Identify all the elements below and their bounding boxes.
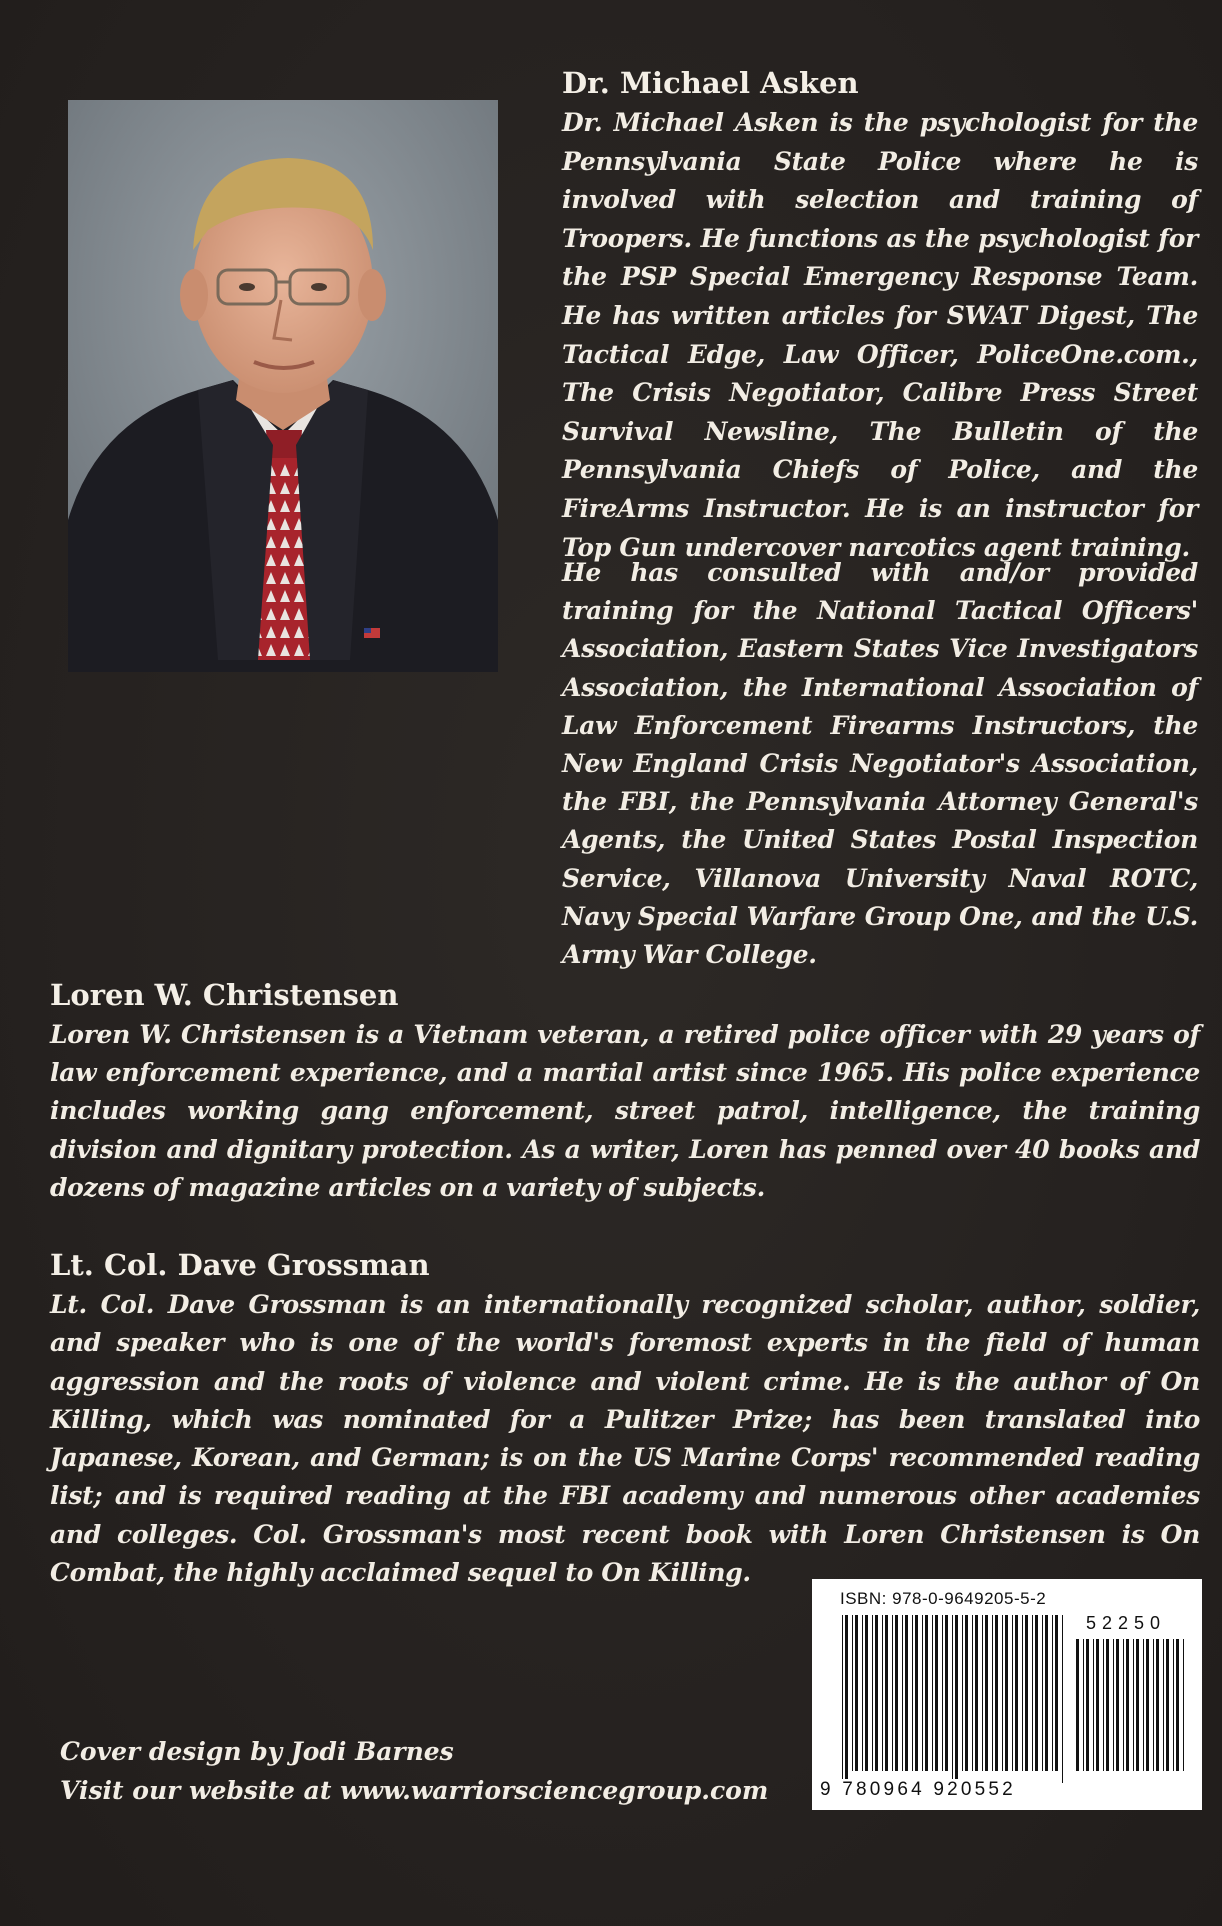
barcode-bar — [1153, 1639, 1154, 1771]
barcode-bar — [842, 1615, 843, 1783]
barcode-bar — [1113, 1639, 1114, 1771]
barcode-bar — [915, 1615, 918, 1771]
barcode-bar — [962, 1615, 963, 1771]
barcode-bar — [1025, 1615, 1028, 1771]
barcode-bar — [1093, 1639, 1094, 1771]
barcode-bar — [985, 1615, 988, 1771]
barcode-bar — [965, 1615, 968, 1771]
barcode-bar — [942, 1615, 943, 1771]
addon-barcode-icon — [1076, 1639, 1186, 1783]
barcode-bar — [1133, 1639, 1134, 1771]
barcode-bar — [1022, 1615, 1023, 1771]
barcode-bar — [892, 1615, 893, 1771]
barcode-bar — [982, 1615, 983, 1771]
barcode-bar — [855, 1615, 858, 1771]
barcode-bar — [1015, 1615, 1018, 1771]
bio-paragraph-asken-2: He has consulted with and/or provided training for the National Tactical Officers' Association, Eastern States Vice Investigators Association, the International Association of Law Enforcement Firearms Instructors, the New England Crisis Negotiator's Association, the FBI, the Pennsylvania Attorney General's Agents, the United States Postal Inspection Service, Villanova University Naval ROTC, Navy Special Warfare Group One, and the U.S. Army War College. — [562, 558, 1198, 970]
barcode-bar — [1062, 1615, 1063, 1783]
isbn-label: ISBN: 978-0-9649205-5-2 — [840, 1589, 1047, 1608]
bio-paragraph-christensen: Loren W. Christensen is a Vietnam veteran, a retired police officer with 29 years of law enforcement experience, and a martial artist since 1965. His police experience includes working gang enforcement, street patrol, intelligence, the training division and dignitary protection. As a writer, Loren has penned over 40 books and dozens of magazine articles on a variety of subjects. — [50, 1020, 1200, 1202]
barcode-bar — [1012, 1615, 1013, 1771]
price-code: 52250 — [1086, 1613, 1167, 1633]
barcode-bar — [1083, 1639, 1084, 1771]
barcode-bar — [1183, 1639, 1184, 1771]
barcode-bar — [1146, 1639, 1149, 1771]
barcode-bar — [1143, 1639, 1144, 1771]
barcode-bar — [1176, 1639, 1179, 1771]
barcode-bar — [865, 1615, 868, 1771]
barcode-bar — [1035, 1615, 1038, 1771]
bio-paragraph-grossman: Lt. Col. Dave Grossman is an internationally recognized scholar, author, soldier, and speaker who is one of the world's foremost experts in the field of human aggression and the roots of violence and violent crime. He is the author of On Killing, which was nominated for a Pulitzer Prize; has been translated into Japanese, Korean, and German; is on the US Marine Corps' recommended reading list; and is required reading at the FBI academy and numerous other academies and colleges. Col. Grossman's most recent book with Loren Christensen is On Combat, the highly acclaimed sequel to On Killing. — [50, 1290, 1200, 1588]
barcode-bar — [1096, 1639, 1099, 1771]
barcode-bar — [1116, 1639, 1119, 1771]
barcode-bar — [932, 1615, 933, 1771]
barcode-bar — [882, 1615, 883, 1771]
barcode-bar — [992, 1615, 993, 1771]
barcode-bar — [862, 1615, 863, 1771]
barcode-bar — [1166, 1639, 1169, 1771]
barcode-bar — [1136, 1639, 1139, 1771]
barcode-bar — [1103, 1639, 1104, 1771]
barcode-bar — [1032, 1615, 1033, 1771]
barcode-bar — [1163, 1639, 1164, 1771]
barcode-bar — [1156, 1639, 1159, 1771]
ean-digits: 9 780964 920552 — [820, 1779, 1016, 1800]
barcode-bar — [1126, 1639, 1129, 1771]
barcode-icon — [842, 1615, 1067, 1783]
barcode-bar — [1076, 1639, 1079, 1771]
barcode-bar — [922, 1615, 923, 1771]
barcode-bar — [952, 1615, 953, 1783]
barcode-bar — [925, 1615, 928, 1771]
barcode-bar — [1002, 1615, 1003, 1771]
barcode-bar — [1055, 1615, 1058, 1771]
barcode-bar — [1052, 1615, 1053, 1771]
author-name-asken: Dr. Michael Asken — [562, 66, 859, 100]
barcode-bar — [1123, 1639, 1124, 1771]
barcode-bar — [895, 1615, 898, 1771]
barcode-bar — [975, 1615, 978, 1771]
barcode-bar — [872, 1615, 873, 1771]
barcode-bar — [875, 1615, 878, 1771]
barcode-bar — [1086, 1639, 1089, 1771]
author-name-christensen: Loren W. Christensen — [50, 978, 399, 1012]
website-credit: Visit our website at www.warriorsciencegroup.com — [60, 1776, 769, 1805]
barcode-bar — [1042, 1615, 1043, 1771]
barcode-bar — [902, 1615, 903, 1771]
barcode-bar — [1106, 1639, 1109, 1771]
barcode-bar — [935, 1615, 938, 1771]
barcode-bar — [945, 1615, 948, 1771]
barcode-bar — [972, 1615, 973, 1771]
isbn-barcode — [812, 1579, 1202, 1810]
barcode-bar — [1005, 1615, 1008, 1771]
author-portrait-photo — [68, 100, 498, 672]
bio-paragraph-asken-1: Dr. Michael Asken is the psychologist for the Pennsylvania State Police where he is involved with selection and training of Troopers. He functions as the psychologist for the PSP Special Emergency Response Team. He has written articles for SWAT Digest, The Tactical Edge, Law Officer, PoliceOne.com., The Crisis Negotiator, Calibre Press Street Survival Newsline, The Bulletin of the Pennsylvania Chiefs of Police, and the FireArms Instructor. He is an instructor for Top Gun undercover narcotics agent training. — [562, 108, 1198, 562]
barcode-bar — [955, 1615, 958, 1783]
barcode-bar — [885, 1615, 888, 1771]
barcode-bar — [845, 1615, 848, 1783]
cover-design-credit: Cover design by Jodi Barnes — [60, 1737, 454, 1766]
barcode-bar — [905, 1615, 908, 1771]
barcode-bar — [912, 1615, 913, 1771]
barcode-bar — [995, 1615, 998, 1771]
barcode-bar — [852, 1615, 853, 1771]
barcode-bar — [1173, 1639, 1174, 1771]
barcode-bar — [1045, 1615, 1048, 1771]
author-name-grossman: Lt. Col. Dave Grossman — [50, 1248, 430, 1282]
